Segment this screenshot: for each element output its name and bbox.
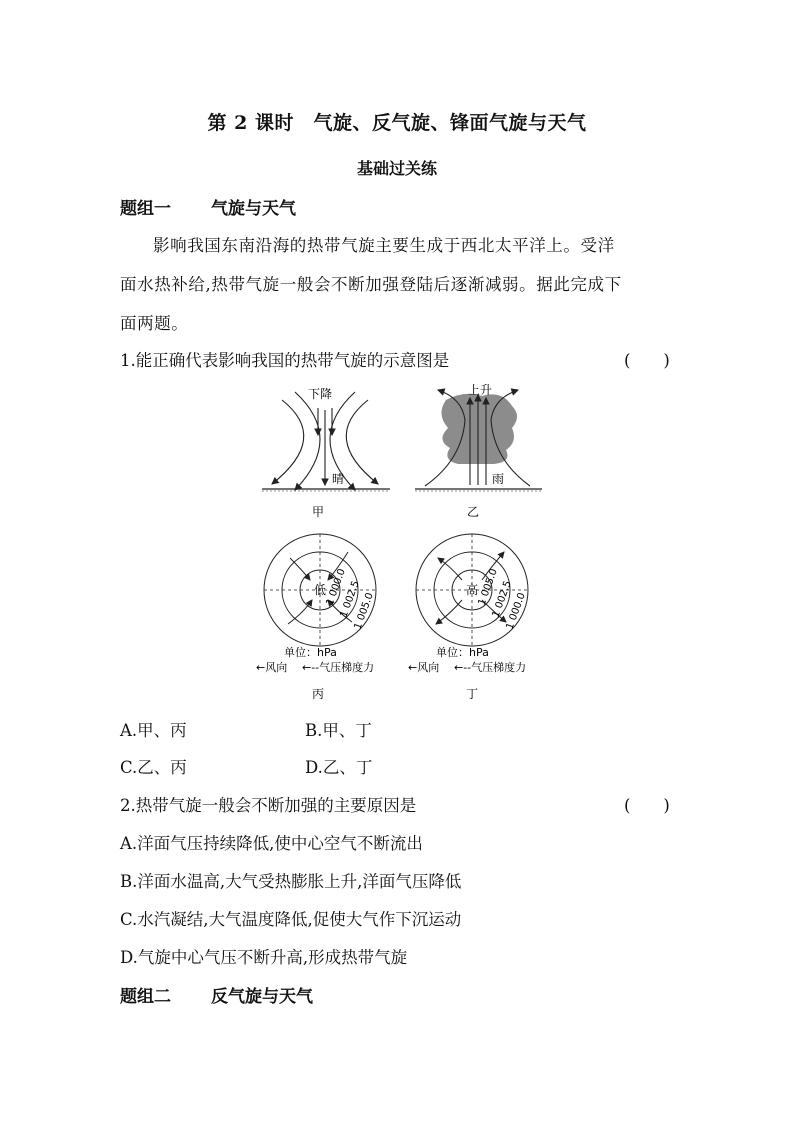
answer-bracket: ( )	[624, 796, 670, 815]
isobar-label: 1 002.5	[338, 579, 362, 620]
q1-option-d: D.乙、丁	[305, 758, 373, 777]
q2-option-a: A.洋面气压持续降低,使中心空气不断流出	[120, 834, 423, 853]
isobar-label: 1 000.0	[324, 567, 348, 608]
intro-line: 面水热补给,热带气旋一般会不断加强登陆后逐渐减弱。据此完成下	[120, 275, 622, 294]
group-label: 题组一	[120, 199, 171, 219]
panel-jia	[262, 387, 390, 519]
caption-jia: 甲	[312, 505, 325, 519]
q1-option-c: C.乙、丙	[120, 758, 187, 777]
center-low: 低	[314, 583, 327, 597]
question-2-stem: 2.热带气旋一般会不断加强的主要原因是	[120, 796, 417, 815]
intro-paragraph	[120, 226, 676, 343]
isobar-label: 1 005.0	[476, 567, 500, 608]
panel-bing	[256, 534, 376, 701]
cyclone-figure	[250, 380, 550, 705]
legend-pgf: ←--气压梯度力	[454, 661, 527, 674]
isobar-label: 1 002.5	[490, 579, 514, 620]
isobar-label: 1 000.0	[504, 591, 528, 632]
page-title: 第 2 课时 气旋、反气旋、锋面气旋与天气	[207, 112, 587, 134]
legend-wind: ←风向	[408, 661, 440, 674]
cloud-shape	[441, 394, 517, 464]
unit-label: 单位：hPa	[284, 646, 337, 659]
legend-wind: ←风向	[256, 661, 288, 674]
caption-ding: 丁	[466, 687, 479, 701]
group-label: 题组二	[120, 987, 171, 1007]
caption-bing: 丙	[312, 687, 325, 701]
caption-yi: 乙	[467, 505, 480, 519]
label-clear: 晴	[332, 472, 345, 486]
answer-bracket: ( )	[624, 351, 670, 370]
label-descend: 下降	[308, 387, 333, 401]
q2-option-d: D.气旋中心气压不断升高,形成热带气旋	[120, 948, 408, 967]
label-rain: 雨	[492, 472, 505, 486]
group-name: 反气旋与天气	[211, 987, 313, 1007]
isobar-label: 1 005.0	[352, 591, 376, 632]
q2-option-b: B.洋面水温高,大气受热膨胀上升,洋面气压降低	[120, 872, 462, 891]
unit-label: 单位：hPa	[436, 646, 489, 659]
intro-line: 面两题。	[120, 314, 189, 333]
intro-line: 影响我国东南沿海的热带气旋主要生成于西北太平洋上。受洋	[153, 236, 615, 255]
group-heading-2	[120, 982, 313, 1007]
center-high: 高	[466, 583, 479, 597]
question-1-stem: 1.能正确代表影响我国的热带气旋的示意图是	[120, 351, 450, 370]
group-name: 气旋与天气	[211, 199, 296, 219]
q1-option-b: B.甲、丁	[305, 721, 372, 740]
panel-yi	[415, 382, 542, 519]
q2-option-c: C.水汽凝结,大气温度降低,促使大气作下沉运动	[120, 910, 462, 929]
label-ascend: 上升	[468, 383, 493, 397]
q1-option-a: A.甲、丙	[120, 721, 187, 740]
panel-ding	[408, 534, 528, 701]
section-subtitle: 基础过关练	[356, 159, 437, 178]
legend-pgf: ←--气压梯度力	[302, 661, 375, 674]
group-heading-1	[120, 194, 296, 219]
